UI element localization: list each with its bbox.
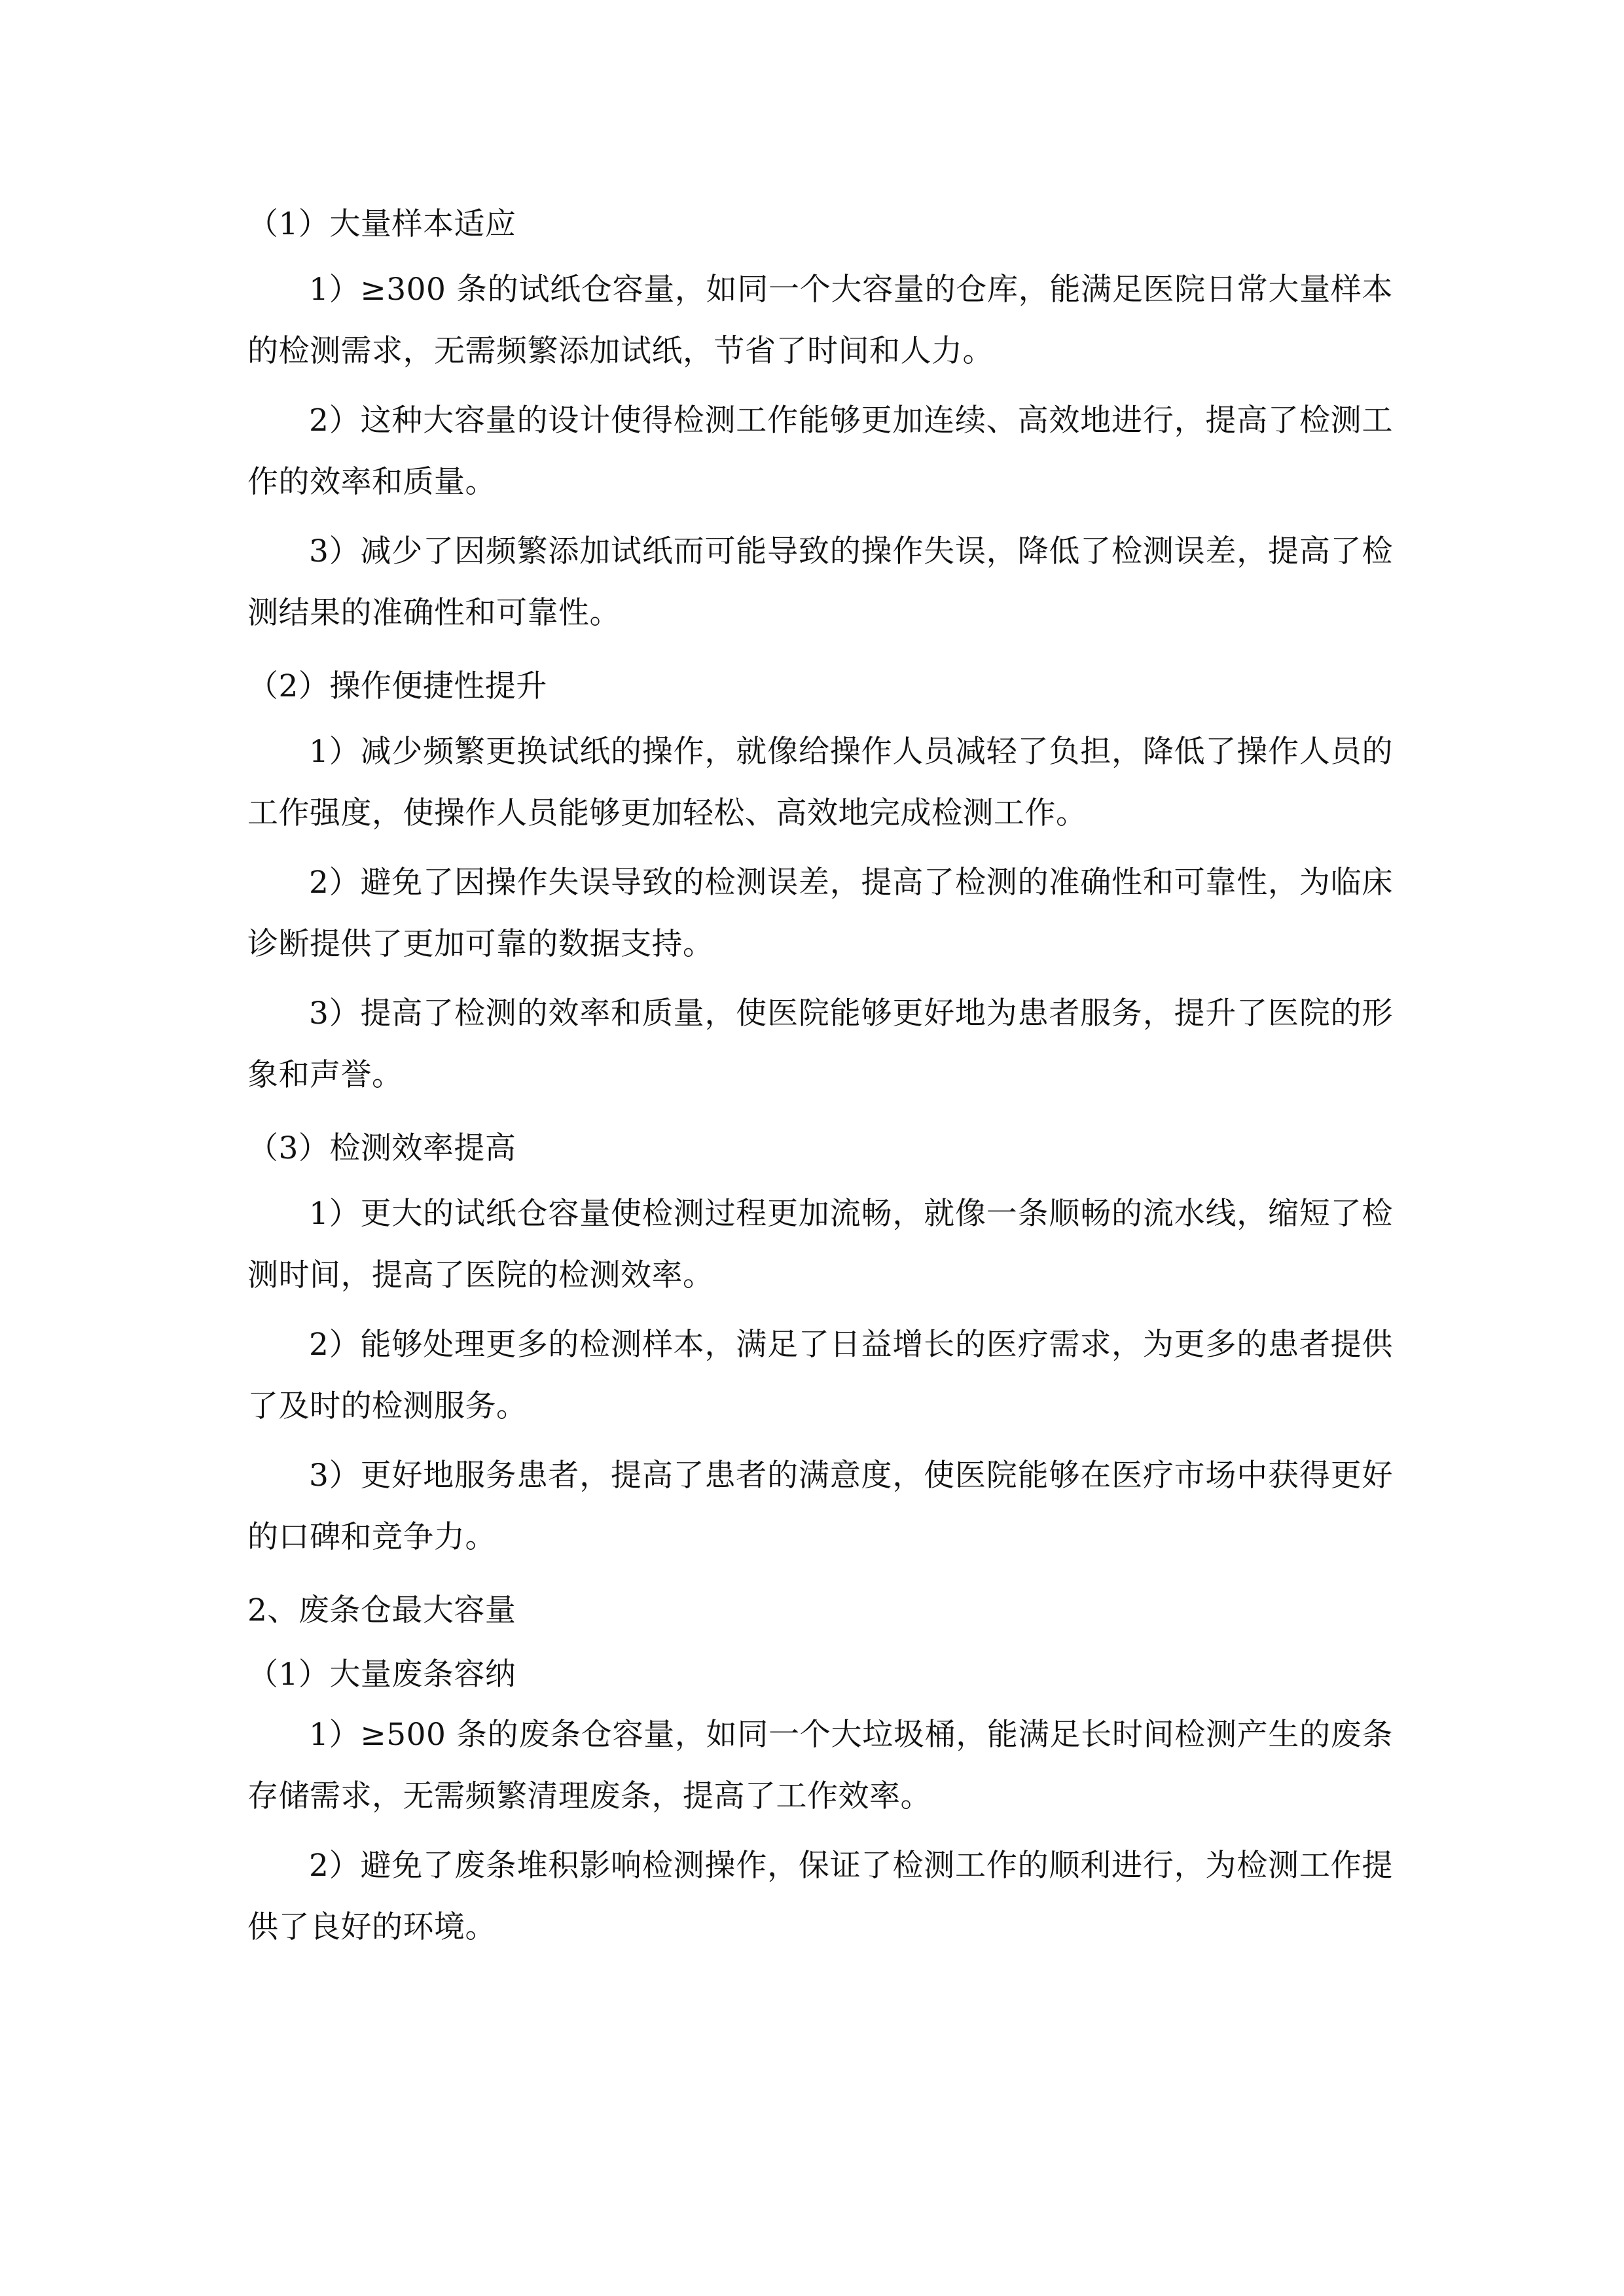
paragraph: 2）避免了因操作失误导致的检测误差，提高了检测的准确性和可靠性，为临床诊断提供了更加可靠的数据支持。 <box>247 865 1393 962</box>
section-waste-bin-capacity <box>247 1576 1393 1958</box>
paragraph: 1）减少频繁更换试纸的操作，就像给操作人员减轻了负担，降低了操作人员的工作强度，使操作人员能够更加轻松、高效地完成检测工作。 <box>247 734 1393 831</box>
paragraph: 2）避免了废条堆积影响检测操作，保证了检测工作的顺利进行，为检测工作提供了良好的环境。 <box>247 1848 1393 1945</box>
paragraph: 1）≥500 条的废条仓容量，如同一个大垃圾桶，能满足长时间检测产生的废条存储需求，无需频繁清理废条，提高了工作效率。 <box>247 1717 1393 1814</box>
paragraph: 2）能够处理更多的检测样本，满足了日益增长的医疗需求，为更多的患者提供了及时的检测服务。 <box>247 1327 1393 1424</box>
subsection-large-sample <box>247 190 1393 644</box>
subsection-heading: （1）大量废条容纳 <box>247 1657 516 1693</box>
subsection-operation-convenience <box>247 652 1393 1106</box>
subsection-heading: （2）操作便捷性提升 <box>247 668 547 704</box>
document-body <box>247 190 1393 1958</box>
paragraph: 2）这种大容量的设计使得检测工作能够更加连续、高效地进行，提高了检测工作的效率和质量。 <box>247 403 1393 500</box>
paragraph: 3）减少了因频繁添加试纸而可能导致的操作失误，降低了检测误差，提高了检测结果的准确性和可靠性。 <box>247 533 1393 631</box>
paragraph: 3）提高了检测的效率和质量，使医院能够更好地为患者服务，提升了医院的形象和声誉。 <box>247 996 1393 1093</box>
subsection-detection-efficiency <box>247 1114 1393 1568</box>
paragraph: 1）更大的试纸仓容量使检测过程更加流畅，就像一条顺畅的流水线，缩短了检测时间，提高了医院的检测效率。 <box>247 1196 1393 1293</box>
paragraph: 1）≥300 条的试纸仓容量，如同一个大容量的仓库，能满足医院日常大量样本的检测需求，无需频繁添加试纸，节省了时间和人力。 <box>247 272 1393 369</box>
subsection-heading: （1）大量样本适应 <box>247 206 516 242</box>
section-title: 2、废条仓最大容量 <box>247 1592 516 1628</box>
paragraph: 3）更好地服务患者，提高了患者的满意度，使医院能够在医疗市场中获得更好的口碑和竞争力。 <box>247 1458 1393 1555</box>
subsection-heading: （3）检测效率提高 <box>247 1130 516 1166</box>
